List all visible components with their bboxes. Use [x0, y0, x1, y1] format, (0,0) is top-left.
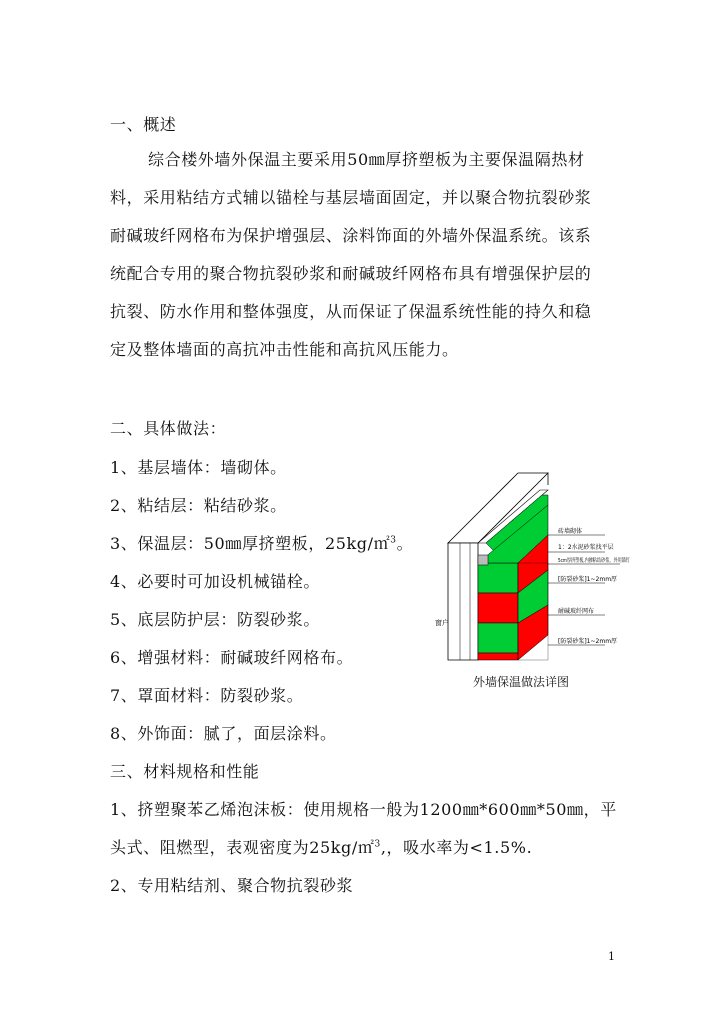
method-item-3-end: 。: [396, 534, 414, 553]
material-item-1-end: ,，吸水率为<1.5%.: [380, 838, 533, 857]
layer-label: 砖墙砌体: [558, 528, 583, 535]
method-item-3-text: 3、保温层：50㎜厚挤塑板，25kg/㎡: [110, 534, 391, 553]
material-item-1-text: 头式、阻燃型，表观密度为25kg/㎡: [110, 838, 375, 857]
superscript: 3: [390, 535, 397, 546]
layer-label: 耐碱玻纤网布: [558, 608, 595, 615]
layer-label: 1：2水泥砂浆找平层: [558, 544, 614, 551]
paragraph-line: 耐碱玻纤网格布为保护增强层、涂料饰面的外墙外保温系统。该系: [110, 226, 592, 245]
section-1-paragraph: [110, 141, 618, 369]
insulation-board: [478, 593, 518, 623]
method-item-8: 8、外饰面：腻了，面层涂料。: [110, 724, 337, 743]
insulation-board: [478, 653, 518, 660]
anchor-block: [478, 555, 488, 565]
method-item-5: 5、底层防护层：防裂砂浆。: [110, 610, 320, 629]
window-label: 窗户: [435, 619, 449, 627]
method-item-6: 6、增强材料：耐碱玻纤网格布。: [110, 648, 354, 667]
superscript: 3: [374, 839, 381, 850]
insulation-board: [478, 623, 518, 653]
material-item-2: 2、专用粘结剂、聚合物抗裂砂浆: [110, 876, 354, 895]
page-number: 1: [608, 950, 615, 963]
section-1-heading: 一、概述: [110, 115, 177, 134]
method-item-4: 4、必要时可加设机械锚栓。: [110, 572, 320, 591]
wall-side-face: [448, 543, 478, 660]
method-item-1: 1、基层墙体：墙砌体。: [110, 458, 287, 477]
layer-label: [防裂砂浆]1~2mm厚: [558, 638, 618, 645]
insulation-detail-diagram: [430, 465, 653, 695]
method-item-3: [110, 531, 413, 554]
insulation-board: [478, 563, 518, 593]
layer-label: 5cm厚挤塑板,内掺粘结砂浆，外用锚钉: [558, 558, 653, 564]
paragraph-line: 抗裂、防水作用和整体强度，从而保证了保温系统性能的持久和稳: [110, 302, 592, 321]
section-2-heading: 二、具体做法：: [110, 419, 227, 438]
material-item-1-line-2: [110, 835, 532, 858]
method-item-2: 2、粘结层：粘结砂浆。: [110, 496, 287, 515]
method-item-7: 7、罩面材料：防裂砂浆。: [110, 686, 304, 705]
paragraph-line: 综合楼外墙外保温主要采用50㎜厚挤塑板为主要保温隔热材: [148, 150, 585, 169]
section-3-heading: 三、材料规格和性能: [110, 762, 260, 781]
material-item-1-line-1: 1、挤塑聚苯乙烯泡沫板：使用规格一般为1200㎜*600㎜*50㎜，平: [110, 800, 617, 819]
paragraph-line: 料，采用粘结方式辅以锚栓与基层墙面固定，并以聚合物抗裂砂浆: [110, 188, 592, 207]
paragraph-line: 统配合专用的聚合物抗裂砂浆和耐碱玻纤网格布具有增强保护层的: [110, 264, 592, 283]
diagram-caption: 外墙保温做法详图: [473, 675, 570, 689]
layer-label: [防裂砂浆]1~2mm厚: [558, 576, 618, 583]
paragraph-line: 定及整体墙面的高抗冲击性能和高抗风压能力。: [110, 340, 459, 359]
